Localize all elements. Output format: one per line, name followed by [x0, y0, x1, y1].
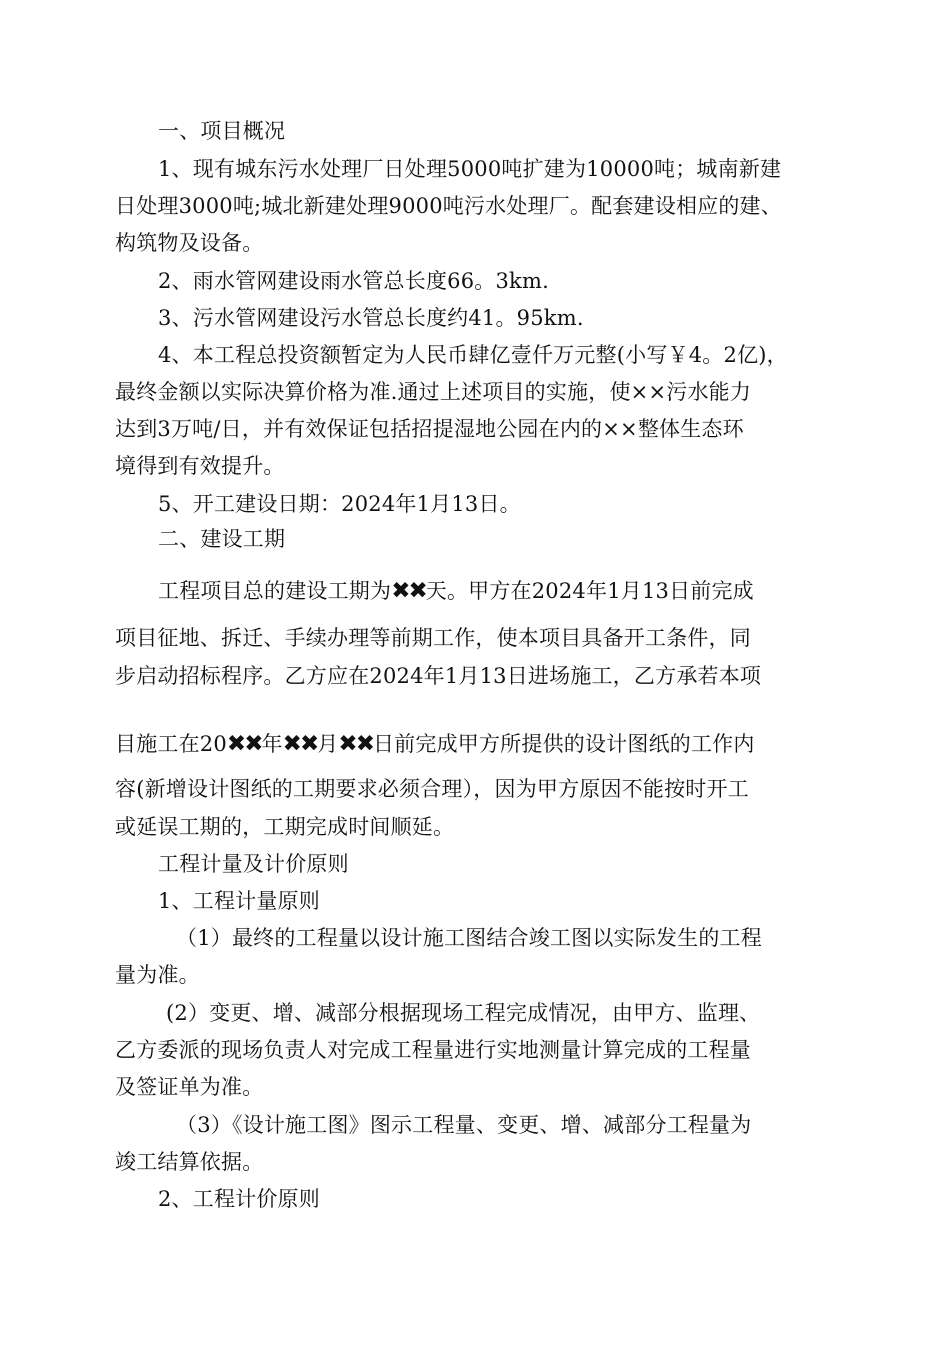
- section3-heading: 工程计量及计价原则: [158, 852, 349, 876]
- item4-line2: 最终金额以实际决算价格为准.通过上述项目的实施，使××污水能力: [115, 380, 752, 404]
- item4-line4: 境得到有效提升。: [115, 454, 285, 478]
- section1-heading: 一、项目概况: [158, 119, 286, 143]
- item4-line3: 达到3万吨/日，并有效保证包括招提湿地公园在内的××整体生态环: [115, 417, 744, 441]
- schedule-p2-line3: 或延误工期的，工期完成时间顺延。: [115, 815, 455, 839]
- item2: 2、雨水管网建设雨水管总长度66。3km.: [158, 269, 549, 293]
- schedule-p2-text-d: 日前完成甲方所提供的设计图纸的工作内: [372, 732, 755, 756]
- schedule-p1-text-a: 工程项目总的建设工期为: [158, 579, 392, 603]
- schedule-p2-text-a: 目施工在20: [115, 732, 227, 756]
- measurement-c2-line2: 乙方委派的现场负责人对完成工程量进行实地测量计算完成的工程量: [115, 1038, 751, 1062]
- item5: 5、开工建设日期：2024年1月13日。: [158, 492, 521, 516]
- schedule-p2-text-b: 年: [261, 732, 283, 756]
- measurement-c1-line1: （1）最终的工程量以设计施工图结合竣工图以实际发生的工程: [176, 926, 762, 950]
- measurement-c2-line1: (2）变更、增、减部分根据现场工程完成情况，由甲方、监理、: [166, 1001, 761, 1025]
- schedule-p1-line2: 项目征地、拆迁、手续办理等前期工作，使本项目具备开工条件，同: [115, 626, 751, 650]
- item1-line1: 1、现有城东污水处理厂日处理5000吨扩建为10000吨；城南新建: [158, 157, 782, 181]
- item4-line1: 4、本工程总投资额暂定为人民币肆亿壹仟万元整(小写￥4。2亿)，: [158, 343, 788, 367]
- measurement-c3-line2: 竣工结算依据。: [115, 1150, 264, 1174]
- item1-line3: 构筑物及设备。: [115, 231, 264, 255]
- schedule-p2-line1: [115, 726, 755, 762]
- schedule-p1-text-b: 天。甲方在2024年1月13日前完成: [425, 579, 754, 603]
- schedule-p2-line2: 容(新增设计图纸的工期要求必须合理），因为甲方原因不能按时开工: [115, 777, 749, 801]
- item3: 3、污水管网建设污水管总长度约41。95km.: [158, 306, 584, 330]
- redaction-mark: ✖✖: [391, 578, 426, 604]
- measurement-c2-line3: 及签证单为准。: [115, 1075, 264, 1099]
- item1-line2: 日处理3000吨;城北新建处理9000吨污水处理厂。配套建设相应的建、: [115, 194, 782, 218]
- pricing-heading: 2、工程计价原则: [158, 1187, 320, 1211]
- redaction-mark: ✖✖: [282, 731, 318, 757]
- redaction-mark: ✖✖: [226, 731, 262, 757]
- redaction-mark: ✖✖: [338, 731, 373, 757]
- measurement-heading: 1、工程计量原则: [158, 889, 320, 913]
- section2-heading: 二、建设工期: [158, 527, 286, 551]
- schedule-p1-line1: [158, 573, 754, 609]
- schedule-p1-line3: 步启动招标程序。乙方应在2024年1月13日进场施工，乙方承若本项: [115, 664, 762, 688]
- measurement-c1-line2: 量为准。: [115, 963, 200, 987]
- schedule-p2-text-c: 月: [317, 732, 339, 756]
- measurement-c3-line1: （3）《设计施工图》图示工程量、变更、增、减部分工程量为: [176, 1113, 752, 1137]
